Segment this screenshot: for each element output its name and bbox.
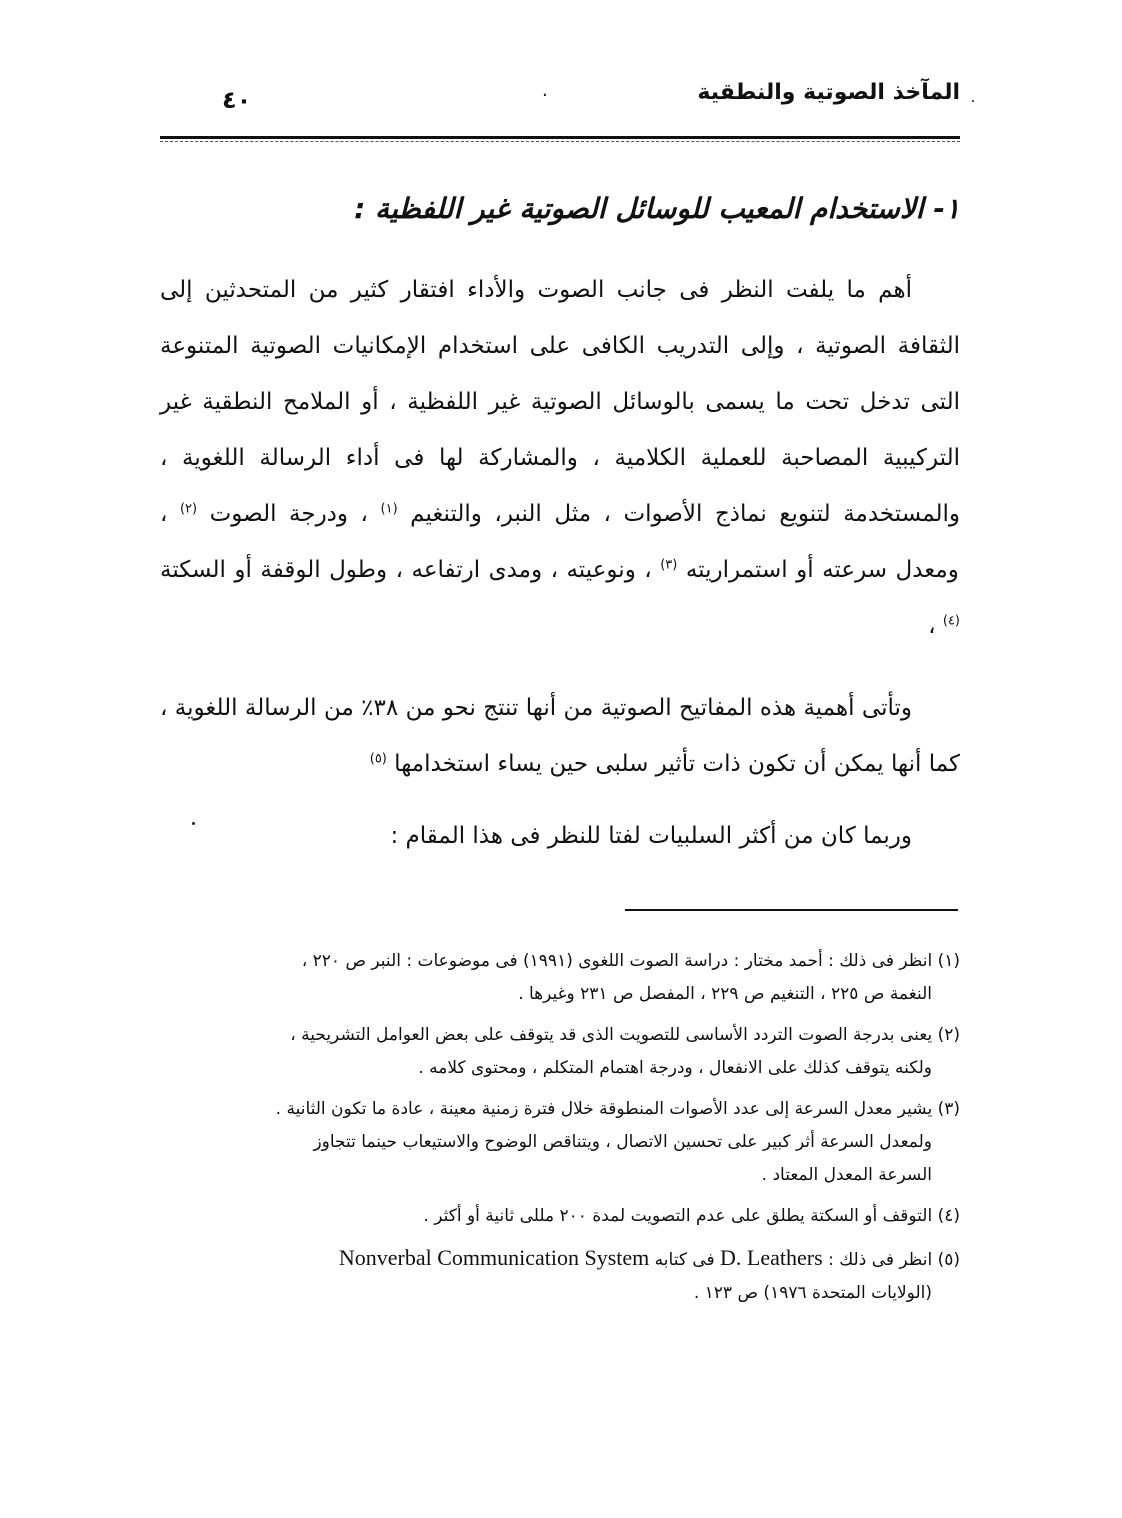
footnote-ref-5: (٥): [369, 751, 387, 767]
scan-speck: [192, 822, 195, 825]
footnote-ref-2: (٢): [179, 501, 198, 517]
footnote-3-line-1: (٣) يشير معدل السرعة إلى عدد الأصوات المنطوقة خلال فترة زمنية معينة ، عادة ما تكون الثانية .: [275, 1099, 960, 1119]
footnote-ref-4: (٤): [942, 613, 960, 629]
running-title: المآخذ الصوتية والنطقية: [697, 80, 960, 105]
paragraph-3: [160, 808, 960, 864]
footnote-separator: [625, 909, 958, 911]
footnote-4: [160, 1200, 960, 1233]
footnote-3-line-2: ولمعدل السرعة أثر كبير على تحسين الاتصال ، ويتناقص الوضوح والاستيعاب حينما تتجاوز: [313, 1132, 932, 1152]
header-rule-dashed: [160, 141, 960, 142]
page-header: [160, 80, 960, 120]
paragraph-1-text-e: ،: [928, 613, 936, 639]
footnote-ref-1: (١): [380, 501, 398, 517]
footnote-1-line-2: النغمة ص ٢٢٥ ، التنغيم ص ٢٢٩ ، المفصل ص ٢٣١ وغيرها .: [518, 984, 932, 1004]
footnote-5-mid: فى كتابه: [649, 1250, 721, 1270]
footnote-1: [160, 945, 960, 1011]
footnote-5-author: D. Leathers: [720, 1245, 823, 1270]
paragraph-1-text-c: ، ومعدل سرعته أو استمراريته: [160, 501, 959, 583]
section-title: ١- الاستخدام المعيب للوسائل الصوتية غير اللفظية :: [354, 192, 960, 225]
paragraph-3-text: وربما كان من أكثر السلبيات لفتا للنظر فى هذا المقام :: [390, 823, 912, 849]
header-rule: [160, 136, 960, 139]
footnote-1-line-1: (١) انظر فى ذلك : أحمد مختار : دراسة الصوت اللغوى (١٩٩١) فى موضوعات : النبر ص ٢٢٠ ،: [301, 951, 960, 971]
footnote-3: [160, 1093, 960, 1192]
footnote-3-line-3: السرعة المعدل المعتاد .: [761, 1165, 932, 1185]
scan-speck: [972, 100, 974, 102]
paragraph-2: [160, 680, 960, 792]
footnote-ref-3: (٣): [660, 557, 678, 573]
footnotes: [160, 945, 960, 1318]
footnote-5-prefix: (٥) انظر فى ذلك :: [822, 1250, 960, 1270]
footnote-2-line-1: (٢) يعنى بدرجة الصوت التردد الأساسى للتصويت الذى قد يتوقف على بعض العوامل التشريحية ،: [290, 1025, 960, 1045]
page-number: ٤٠: [222, 86, 252, 114]
footnote-2: [160, 1019, 960, 1085]
header-dot: .: [542, 80, 548, 101]
footnote-5: [160, 1241, 960, 1310]
paragraph-1-text-d: ، ونوعيته ، ومدى ارتفاعه ، وطول الوقفة أو السكتة: [160, 557, 652, 583]
paragraph-1-text-a: أهم ما يلفت النظر فى جانب الصوت والأداء افتقار كثير من المتحدثين إلى الثقافة الصوتية ، وإلى التدريب الكافى على استخدام الإمكانيات الصوتية المتنوعة التى تدخل تحت ما يسمى بالوسائل الصوتية غير اللفظية ، أو الملامح النطقية غير التركيبية المصاحبة للعملية الكلامية ، والمشاركة لها فى أداء الرسالة اللغوية ، والمستخدمة لتنويع نماذج الأصوات ، مثل النبر، والتنغيم: [160, 277, 961, 527]
paragraph-1: [160, 262, 960, 654]
footnote-5-line-2: (الولايات المتحدة ١٩٧٦) ص ١٢٣ .: [693, 1283, 932, 1303]
footnote-5-book: Nonverbal Communication System: [338, 1245, 650, 1270]
paragraph-2-text: وتأتى أهمية هذه المفاتيح الصوتية من أنها تنتج نحو من ٣٨٪ من الرسالة اللغوية ، كما أنها يمكن أن تكون ذات تأثير سلبى حين يساء استخدامها: [160, 695, 960, 777]
paragraph-1-text-b: ، ودرجة الصوت: [197, 501, 368, 527]
footnote-4-line-1: (٤) التوقف أو السكتة يطلق على عدم التصويت لمدة ٢٠٠ مللى ثانية أو أكثر .: [423, 1206, 960, 1226]
footnote-2-line-2: ولكنه يتوقف كذلك على الانفعال ، ودرجة اهتمام المتكلم ، ومحتوى كلامه .: [418, 1058, 932, 1078]
